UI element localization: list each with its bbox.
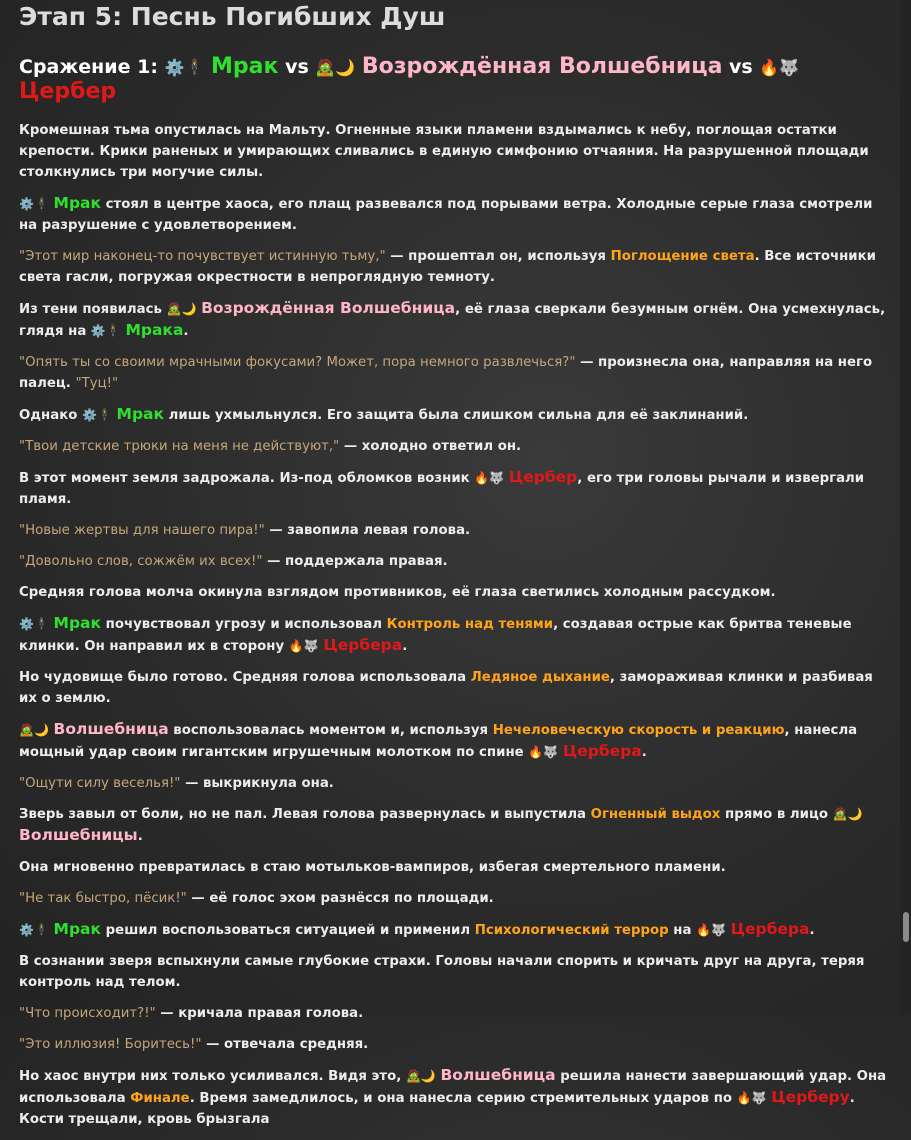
battle-title: [19, 55, 894, 104]
name-cerber: Цербера: [730, 920, 810, 938]
cerber-icons: 🔥🐺: [759, 58, 800, 77]
quote: "Довольно слов, сожжём их всех!": [19, 554, 263, 569]
quote: "Этот мир наконец-то почувствует истинную тьму,": [19, 249, 386, 264]
mrak-icons: ⚙️🕴: [19, 923, 49, 937]
mrak-icons: ⚙️🕴: [164, 58, 205, 77]
fighter-cerber: Цербер: [19, 79, 117, 104]
mrak-icons: ⚙️🕴: [82, 408, 112, 422]
paragraph: В этот момент земля задрожала. Из-под обломков возник 🔥🐺 Цербер, его три головы рычали и извергали пламя.: [19, 468, 865, 507]
paragraph: "Что происходит?!" — кричала правая голова.: [19, 1006, 364, 1021]
witch-icons: 🧟🌙: [405, 1069, 436, 1083]
name-cerber: Церберу: [771, 1088, 850, 1106]
quote: "Туц!": [75, 376, 119, 391]
witch-icons: 🧟🌙: [19, 723, 49, 737]
cerber-icons: 🔥🐺: [288, 639, 319, 653]
witch-icons: 🧟🌙: [315, 58, 356, 77]
paragraph: 🧟🌙 Волшебница воспользовалась моментом и, используя Нечеловеческую скорость и реакцию, нанесла мощный удар своим гигантским игрушечным молотком по спине 🔥🐺 Цербера.: [19, 720, 858, 760]
name-witch: Волшебница: [53, 720, 169, 738]
paragraph: "Твои детские трюки на меня не действуют," — холодно ответил он.: [19, 439, 522, 454]
paragraph: "Не так быстро, пёсик!" — её голос эхом разнёсся по площади.: [19, 891, 494, 906]
paragraph: ⚙️🕴 Мрак стоял в центре хаоса, его плащ развевался под порывами ветра. Холодные серые глаза смотрели на разрушение с удовлетворением.: [19, 194, 873, 233]
scrollbar[interactable]: [900, 0, 911, 1015]
name-mrak: Мрака: [125, 321, 184, 339]
witch-icons: 🧟🌙: [166, 302, 197, 316]
fighter-witch: Возрождённая Волшебница: [361, 54, 723, 79]
name-mrak: Мрак: [116, 405, 165, 423]
paragraph: "Ощути силу веселья!" — выкрикнула она.: [19, 776, 334, 791]
quote: "Не так быстро, пёсик!": [19, 891, 187, 906]
paragraph: Она мгновенно превратилась в стаю мотыльков-вампиров, избегая смертельного пламени.: [19, 860, 726, 875]
skill-name: Нечеловеческую скорость и реакцию: [492, 723, 785, 738]
paragraph: ⚙️🕴 Мрак решил воспользоваться ситуацией и применил Психологический террор на 🔥🐺 Цербера.: [19, 920, 815, 938]
paragraph: "Этот мир наконец-то почувствует истинную тьму," — прошептал он, используя Поглощение света. Все источники света гасли, погружая окрестности в непроглядную темноту.: [19, 249, 876, 285]
name-cerber: Цербер: [508, 468, 578, 486]
cerber-icons: 🔥🐺: [528, 745, 559, 759]
quote: "Опять ты со своими мрачными фокусами? Может, пора немного развлечься?": [19, 355, 576, 370]
skill-name: Финале: [130, 1091, 190, 1106]
name-witch: Волшебницы: [19, 826, 138, 844]
paragraph: "Опять ты со своими мрачными фокусами? Может, пора немного развлечься?" — произнесла она, направляя на него палец. "Туц!": [19, 355, 873, 391]
quote: "Твои детские трюки на меня не действуют,": [19, 439, 340, 454]
scrollbar-thumb[interactable]: [903, 912, 909, 942]
cerber-icons: 🔥🐺: [736, 1091, 767, 1105]
cerber-icons: 🔥🐺: [474, 471, 505, 485]
battle-narrative: [19, 120, 894, 1140]
battle-prefix: Сражение 1:: [19, 56, 158, 78]
skill-name: Контроль над тенями: [386, 617, 554, 632]
paragraph: Но хаос внутри них только усиливался. Видя это, 🧟🌙 Волшебница решила нанести завершающий удар. Она использовала Финале. Время замедлилось, и она нанесла серию стремительных ударов по 🔥🐺 Церберу. Кости трещали, кровь брызгала: [19, 1066, 887, 1127]
name-mrak: Мрак: [53, 614, 102, 632]
name-mrak: Мрак: [53, 920, 102, 938]
paragraph: Кромешная тьма опустилась на Мальту. Огненные языки пламени вздымались к небу, поглощая остатки крепости. Крики раненых и умирающих сливались в единую симфонию отчаяния. На разрушенной площади столкнулись три могучие силы.: [19, 123, 869, 180]
paragraph: ⚙️🕴 Мрак почувствовал угрозу и использовал Контроль над тенями, создавая острые как бритва теневые клинки. Он направил их в сторону 🔥🐺 Цербера.: [19, 614, 852, 654]
mrak-icons: ⚙️🕴: [19, 197, 49, 211]
paragraph: В сознании зверя вспыхнули самые глубокие страхи. Головы начали спорить и кричать друг на друга, теряя контроль над телом.: [19, 954, 865, 990]
fighter-mrak: Мрак: [211, 54, 279, 79]
name-cerber: Цербера: [562, 742, 642, 760]
skill-name: Огненный выдох: [590, 807, 721, 822]
cerber-icons: 🔥🐺: [696, 923, 726, 937]
skill-name: Поглощение света: [610, 249, 755, 264]
name-witch: Волшебница: [440, 1066, 556, 1084]
name-mrak: Мрак: [53, 194, 102, 212]
paragraph: "Довольно слов, сожжём их всех!" — поддержала правая.: [19, 554, 448, 569]
paragraph: Из тени появилась 🧟🌙 Возрождённая Волшебница, её глаза сверкали безумным огнём. Она усмехнулась, глядя на ⚙️🕴 Мрака.: [19, 299, 886, 339]
paragraph: "Это иллюзия! Боритесь!" — отвечала средняя.: [19, 1037, 369, 1052]
mrak-icons: ⚙️🕴: [19, 617, 49, 631]
paragraph: Однако ⚙️🕴 Мрак лишь ухмыльнулся. Его защита была слишком сильна для её заклинаний.: [19, 405, 749, 423]
vs-label: vs: [285, 56, 309, 78]
skill-name: Ледяное дыхание: [470, 670, 610, 685]
vs-label: vs: [729, 56, 753, 78]
paragraph: Зверь завыл от боли, но не пал. Левая голова развернулась и выпустила Огненный выдох прямо в лицо 🧟🌙 Волшебницы.: [19, 807, 863, 844]
name-witch: Возрождённая Волшебница: [201, 299, 456, 317]
paragraph: Но чудовище было готово. Средняя голова использовала Ледяное дыхание, замораживая клинки и разбивая их о землю.: [19, 670, 873, 706]
quote: "Это иллюзия! Боритесь!": [19, 1037, 202, 1052]
witch-icons: 🧟🌙: [832, 807, 863, 821]
quote: "Новые жертвы для нашего пира!": [19, 523, 265, 538]
quote: "Что происходит?!": [19, 1006, 156, 1021]
stage-title: Этап 5: Песнь Погибших Душ: [19, 2, 446, 31]
quote: "Ощути силу веселья!": [19, 776, 181, 791]
paragraph: Средняя голова молча окинула взглядом противников, её глаза светились холодным рассудком.: [19, 585, 776, 600]
name-cerber: Цербера: [323, 636, 403, 654]
paragraph: "Новые жертвы для нашего пира!" — завопила левая голова.: [19, 523, 471, 538]
skill-name: Психологический террор: [474, 923, 669, 938]
mrak-icons: ⚙️🕴: [90, 324, 121, 338]
